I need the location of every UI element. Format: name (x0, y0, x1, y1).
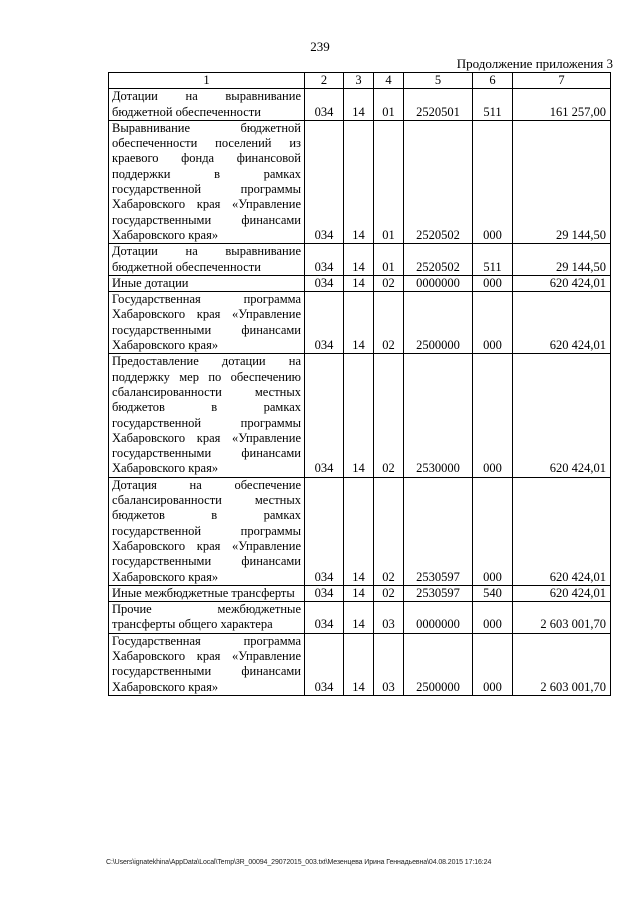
amount: 161 257,00 (513, 89, 611, 121)
table-row (109, 292, 611, 354)
code-section: 14 (344, 244, 374, 276)
amount: 29 144,50 (513, 244, 611, 276)
code-section: 14 (344, 602, 374, 634)
code-expense-type: 000 (473, 477, 513, 585)
code-expense-type: 000 (473, 633, 513, 695)
code-expense-type: 511 (473, 89, 513, 121)
table-row (109, 633, 611, 695)
amount: 620 424,01 (513, 292, 611, 354)
code-ministry: 034 (305, 354, 344, 477)
column-header: 4 (374, 73, 404, 89)
amount: 620 424,01 (513, 585, 611, 601)
code-target: 2520501 (404, 89, 473, 121)
amount: 29 144,50 (513, 120, 611, 243)
amount: 620 424,01 (513, 354, 611, 477)
code-section: 14 (344, 120, 374, 243)
code-section: 14 (344, 354, 374, 477)
column-header: 5 (404, 73, 473, 89)
code-target: 2530597 (404, 477, 473, 585)
column-header: 6 (473, 73, 513, 89)
code-subsection: 02 (374, 292, 404, 354)
code-section: 14 (344, 89, 374, 121)
column-header: 2 (305, 73, 344, 89)
column-header: 3 (344, 73, 374, 89)
amount: 620 424,01 (513, 477, 611, 585)
row-description: Иные дотации (109, 275, 305, 291)
code-subsection: 01 (374, 244, 404, 276)
code-subsection: 02 (374, 275, 404, 291)
code-ministry: 034 (305, 477, 344, 585)
code-ministry: 034 (305, 89, 344, 121)
table-row (109, 602, 611, 634)
row-description: Выравнивание бюджетной обеспеченности поселений из краевого фонда финансовой поддержки в рамках государственной программы Хабаровского края «Управление государственными финансами Хабаровского края» (109, 120, 305, 243)
table-row (109, 89, 611, 121)
code-subsection: 01 (374, 89, 404, 121)
code-target: 2500000 (404, 292, 473, 354)
continuation-label: Продолжение приложения 3 (456, 56, 613, 71)
code-target: 2530000 (404, 354, 473, 477)
code-expense-type: 540 (473, 585, 513, 601)
code-section: 14 (344, 585, 374, 601)
code-target: 2530597 (404, 585, 473, 601)
file-path-footer: C:\Users\ignatekhina\AppData\Local\Temp\3R_00094_29072015_003.txt\Мезенцева Ирина Геннадьевна\04.08.2015 17:16:24 (106, 859, 492, 866)
page-number: 239 (310, 39, 330, 54)
code-expense-type: 000 (473, 292, 513, 354)
row-description: Иные межбюджетные трансферты (109, 585, 305, 601)
column-header: 7 (513, 73, 611, 89)
amount: 2 603 001,70 (513, 602, 611, 634)
code-section: 14 (344, 275, 374, 291)
amount: 620 424,01 (513, 275, 611, 291)
code-ministry: 034 (305, 120, 344, 243)
table-row (109, 585, 611, 601)
column-header: 1 (109, 73, 305, 89)
code-ministry: 034 (305, 633, 344, 695)
amount: 2 603 001,70 (513, 633, 611, 695)
code-subsection: 02 (374, 354, 404, 477)
row-description: Предоставление дотации на поддержку мер по обеспечению сбалансированности местных бюджетов в рамках государственной программы Хабаровского края «Управление государственными финансами Хабаровского края» (109, 354, 305, 477)
code-target: 0000000 (404, 275, 473, 291)
code-expense-type: 000 (473, 354, 513, 477)
code-subsection: 03 (374, 633, 404, 695)
code-subsection: 02 (374, 477, 404, 585)
code-ministry: 034 (305, 292, 344, 354)
code-ministry: 034 (305, 602, 344, 634)
table-row (109, 354, 611, 477)
code-expense-type: 000 (473, 602, 513, 634)
code-subsection: 03 (374, 602, 404, 634)
code-ministry: 034 (305, 244, 344, 276)
code-ministry: 034 (305, 585, 344, 601)
table-row (109, 275, 611, 291)
code-target: 2520502 (404, 120, 473, 243)
row-description: Дотации на выравнивание бюджетной обеспеченности (109, 244, 305, 276)
code-subsection: 01 (374, 120, 404, 243)
code-section: 14 (344, 477, 374, 585)
row-description: Дотация на обеспечение сбалансированности местных бюджетов в рамках государственной программы Хабаровского края «Управление государственными финансами Хабаровского края» (109, 477, 305, 585)
table-row (109, 477, 611, 585)
code-expense-type: 511 (473, 244, 513, 276)
code-expense-type: 000 (473, 120, 513, 243)
code-section: 14 (344, 633, 374, 695)
row-description: Дотации на выравнивание бюджетной обеспеченности (109, 89, 305, 121)
code-target: 2520502 (404, 244, 473, 276)
header-row (109, 73, 611, 89)
code-target: 0000000 (404, 602, 473, 634)
code-ministry: 034 (305, 275, 344, 291)
code-subsection: 02 (374, 585, 404, 601)
table-row (109, 120, 611, 243)
code-target: 2500000 (404, 633, 473, 695)
row-description: Прочие межбюджетные трансферты общего характера (109, 602, 305, 634)
row-description: Государственная программа Хабаровского края «Управление государственными финансами Хабаровского края» (109, 292, 305, 354)
code-expense-type: 000 (473, 275, 513, 291)
code-section: 14 (344, 292, 374, 354)
row-description: Государственная программа Хабаровского края «Управление государственными финансами Хабаровского края» (109, 633, 305, 695)
budget-table (108, 72, 611, 696)
table-row (109, 244, 611, 276)
